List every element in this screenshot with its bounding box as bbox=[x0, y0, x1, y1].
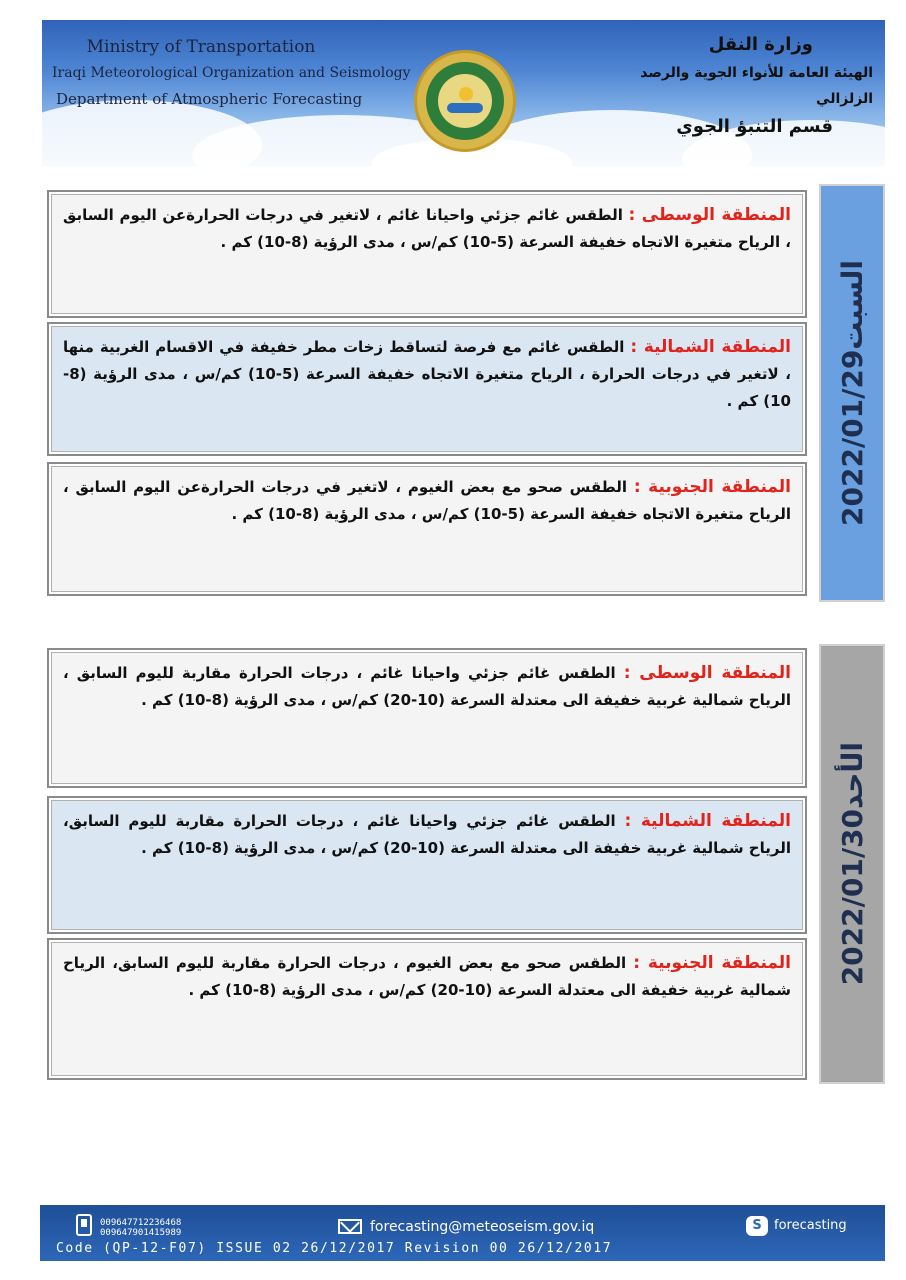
header-english-text bbox=[52, 34, 411, 112]
region-text: الطقس صحو مع بعض الغيوم ، درجات الحرارة مقاربة لليوم السابق، الرياح شمالية غربية خفيفة الى معتدلة السرعة (10-20) كم/س ، مدى الرؤية (8-10) كم . bbox=[63, 954, 791, 999]
region-text: الطقس غائم جزئي واحيانا غائم ، لاتغير في درجات الحرارةعن اليوم السابق ، الرياح متغيرة الاتجاه خفيفة السرعة (5-10) كم/س ، مدى الرؤية (8-10) كم . bbox=[63, 206, 791, 251]
mail-icon bbox=[338, 1219, 362, 1234]
department-name: Department of Atmospheric Forecasting bbox=[56, 90, 363, 108]
region-forecast-south bbox=[47, 462, 807, 596]
region-name: المنطقة الجنوبية : bbox=[633, 953, 791, 973]
region-forecast-central bbox=[47, 648, 807, 788]
region-name: المنطقة الوسطى : bbox=[628, 205, 791, 225]
ministry-name-ar: وزارة النقل bbox=[708, 34, 813, 55]
skype-icon: S bbox=[746, 1216, 768, 1236]
phone-number: 009647712236468 bbox=[100, 1218, 182, 1228]
day-forecast-block bbox=[42, 184, 885, 602]
day-name: السبت bbox=[835, 260, 869, 350]
region-text: الطقس صحو مع بعض الغيوم ، لاتغير في درجات الحرارةعن اليوم السابق ، الرياح متغيرة الاتجاه خفيفة السرعة (5-10) كم/س ، مدى الرؤية (8-10) كم . bbox=[63, 478, 791, 523]
region-text: الطقس غائم جزئي واحيانا غائم ، درجات الحرارة مقاربة لليوم السابق، الرياح شمالية غربية خفيفة الى معتدلة السرعة (10-20) كم/س ، مدى الرؤية (8-10) كم . bbox=[63, 812, 791, 857]
phone-number: 009647901415989 bbox=[100, 1228, 182, 1238]
date-value: 2022/01/29 bbox=[835, 349, 869, 526]
region-text: الطقس غائم مع فرصة لتساقط زخات مطر خفيفة في الاقسام الغربية منها ، لاتغير في درجات الحرارة ، الرياح متغيرة الاتجاه خفيفة السرعة (5-10) كم/س ، مدى الرؤية (8-10) كم . bbox=[63, 338, 791, 410]
ministry-name: Ministry of Transportation bbox=[86, 37, 316, 57]
region-name: المنطقة الشمالية : bbox=[630, 337, 792, 357]
phone-icon bbox=[76, 1214, 92, 1236]
region-forecast-south bbox=[47, 938, 807, 1080]
date-bar bbox=[819, 184, 885, 602]
date-label bbox=[836, 742, 869, 985]
region-name: المنطقة الشمالية : bbox=[624, 811, 791, 831]
footer-bar bbox=[40, 1205, 885, 1261]
region-forecast-north bbox=[47, 322, 807, 456]
skype-handle[interactable]: forecasting bbox=[774, 1218, 847, 1233]
region-name: المنطقة الجنوبية : bbox=[633, 477, 791, 497]
date-label bbox=[836, 260, 869, 526]
document-code: Code (QP-12-F07) ISSUE 02 26/12/2017 Revision 00 26/12/2017 bbox=[56, 1241, 613, 1256]
date-value: 2022/01/30 bbox=[835, 809, 869, 986]
organization-name-ar: الهيئة العامة للأنواء الجوية والرصد الزلزالي bbox=[640, 65, 873, 107]
organization-logo bbox=[414, 50, 516, 152]
region-name: المنطقة الوسطى : bbox=[623, 663, 791, 683]
header-arabic-text bbox=[613, 30, 873, 142]
department-name-ar: قسم التنبؤ الجوي bbox=[676, 116, 833, 137]
region-text: الطقس غائم جزئي واحيانا غائم ، درجات الحرارة مقاربة لليوم السابق ، الرياح شمالية غربية خفيفة الى معتدلة السرعة (10-20) كم/س ، مدى الرؤية (8-10) كم . bbox=[63, 664, 791, 709]
header-banner bbox=[42, 20, 885, 166]
region-forecast-central bbox=[47, 190, 807, 318]
date-bar bbox=[819, 644, 885, 1084]
region-forecast-north bbox=[47, 796, 807, 934]
email-link[interactable]: forecasting@meteoseism.gov.iq bbox=[370, 1219, 595, 1235]
day-name: الأحد bbox=[835, 742, 869, 810]
organization-name: Iraqi Meteorological Organization and Seismology bbox=[52, 65, 411, 81]
day-forecast-block bbox=[42, 644, 885, 1084]
phone-numbers bbox=[100, 1218, 181, 1238]
